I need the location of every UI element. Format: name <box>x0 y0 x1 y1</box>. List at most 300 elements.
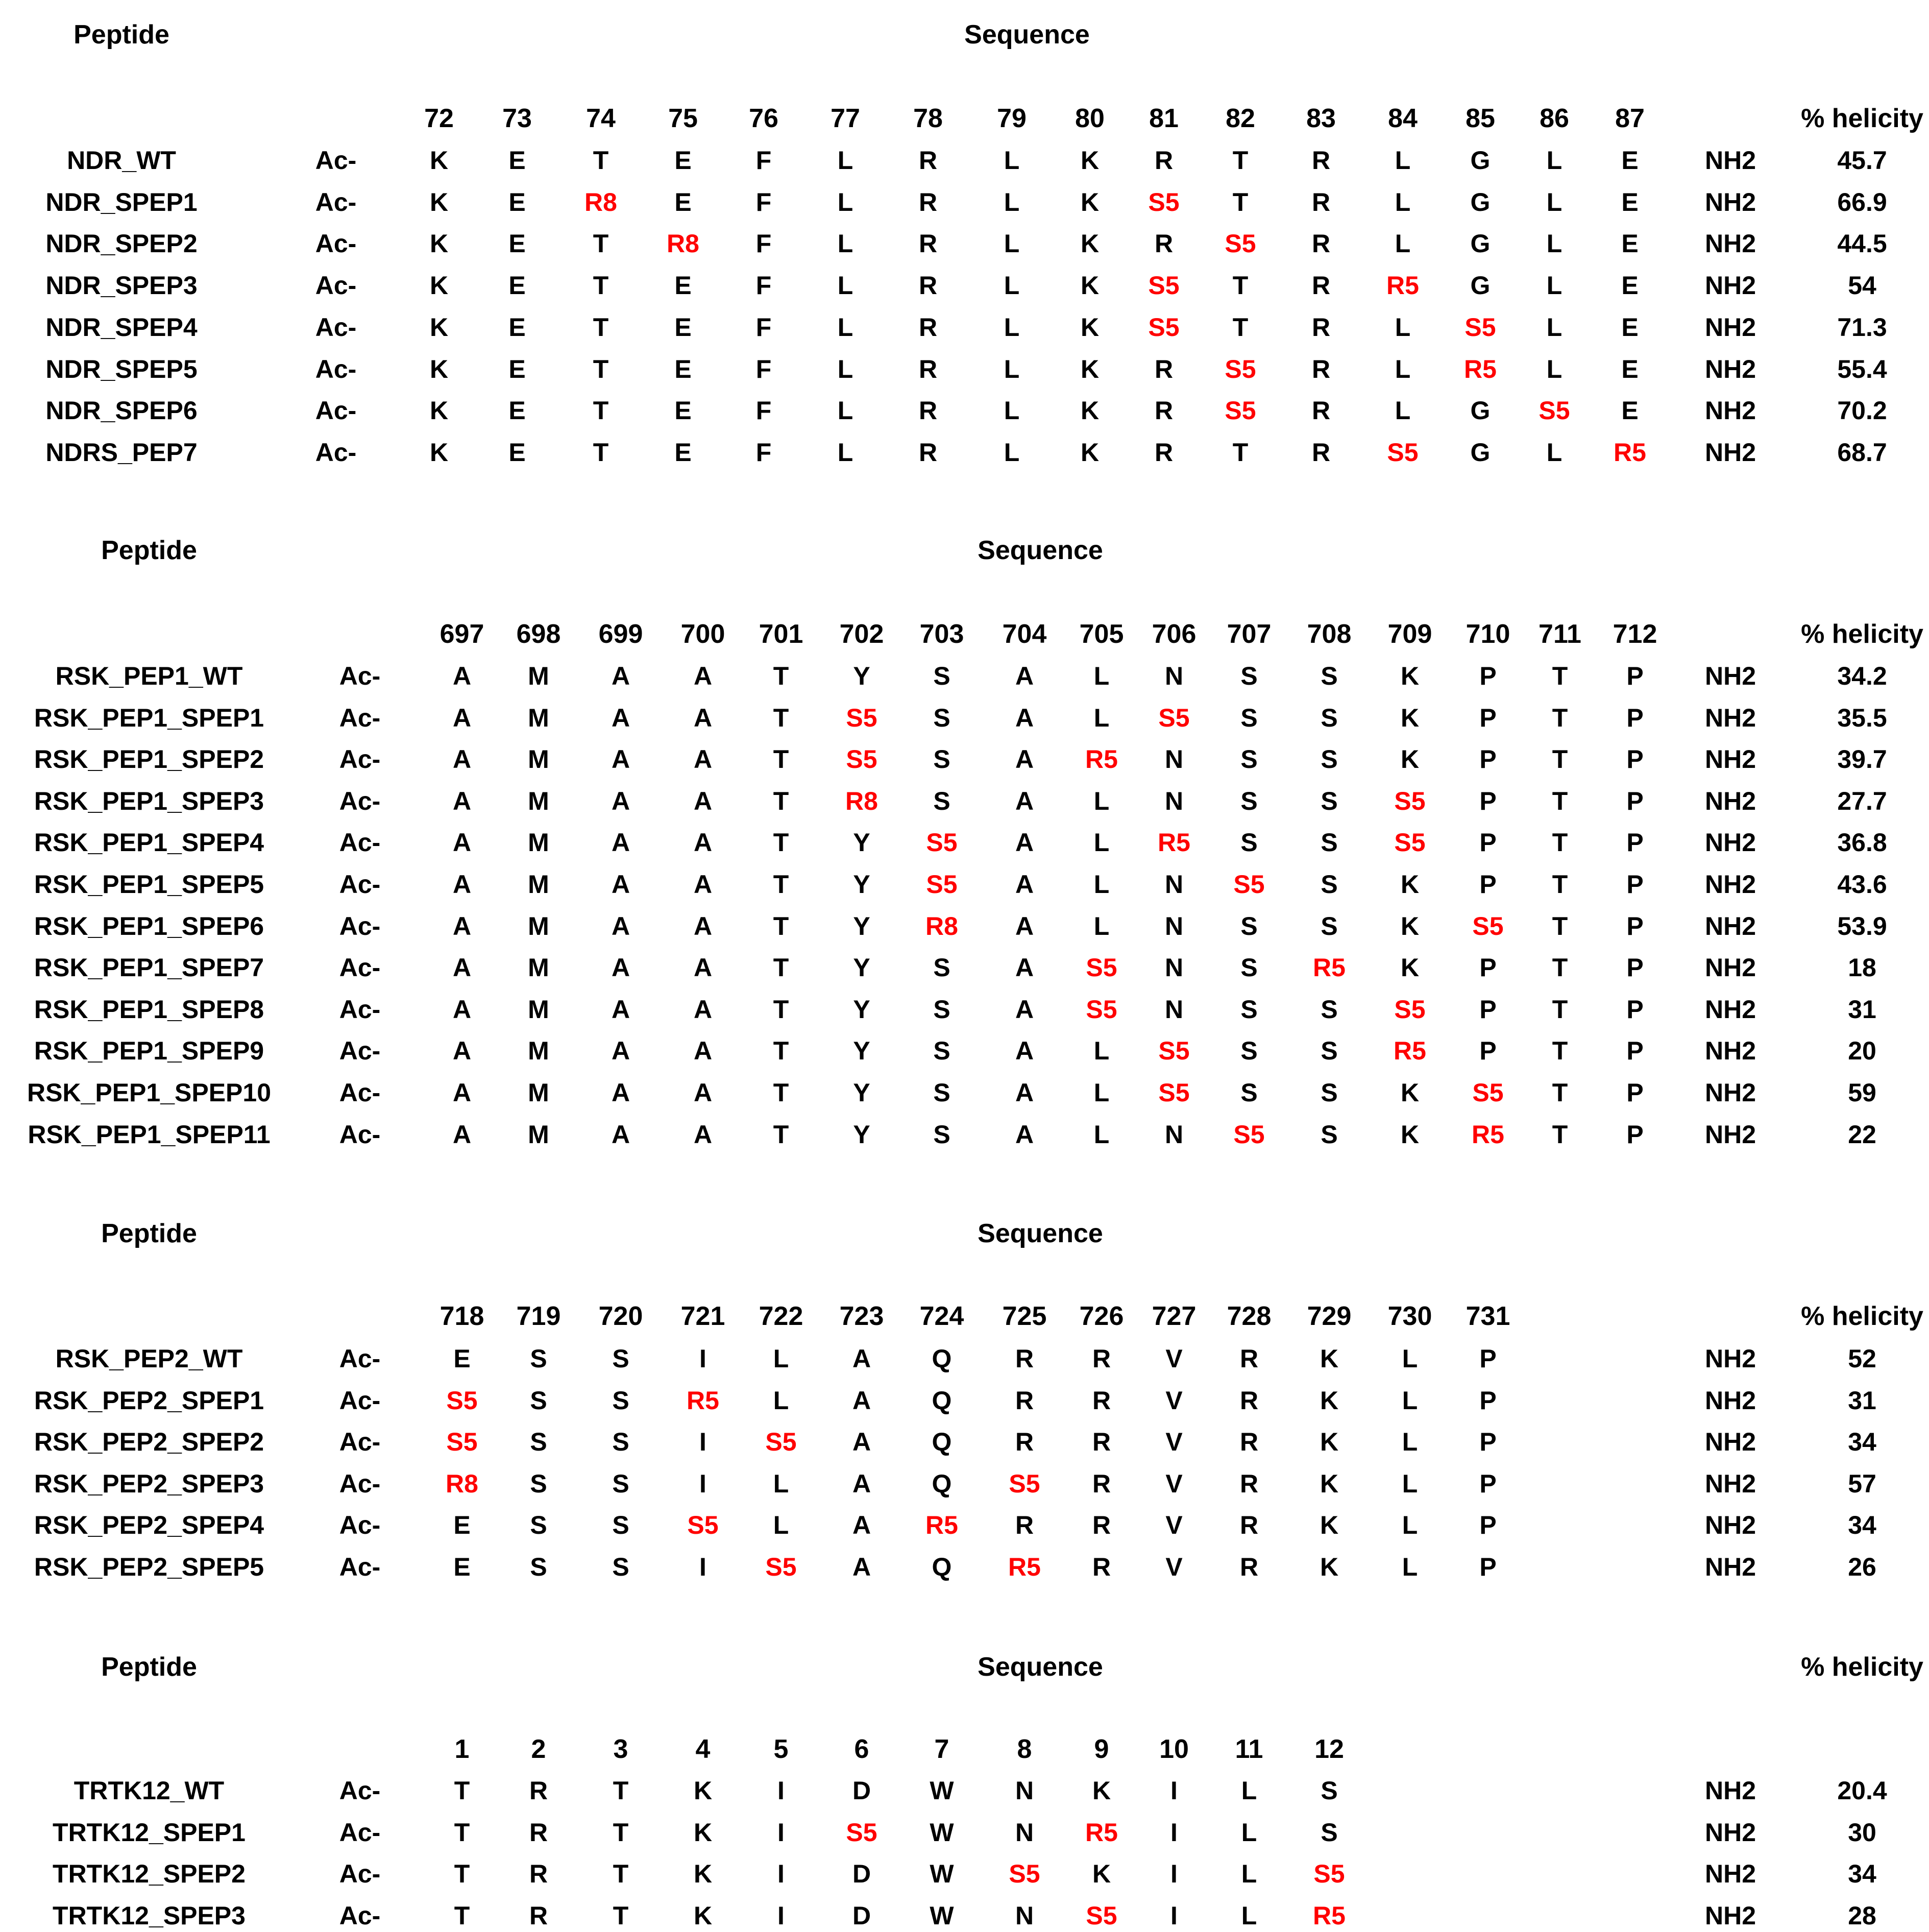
stapled-residue: S5 <box>765 1553 797 1581</box>
residue: N <box>1015 1776 1034 1805</box>
residue: I <box>777 1859 785 1889</box>
stapled-residue: S5 <box>846 1818 877 1847</box>
n-terminal-cap: Ac- <box>315 438 357 467</box>
residue: L <box>1004 229 1020 258</box>
helicity-value: 35.5 <box>1837 703 1887 732</box>
residue: A <box>1015 662 1034 690</box>
residue-position-number: 4 <box>695 1734 711 1764</box>
residue: E <box>674 438 692 467</box>
helicity-value: 18 <box>1848 953 1876 982</box>
residue-position-number: 5 <box>773 1734 789 1764</box>
residue: E <box>1621 187 1639 216</box>
stapled-residue: S5 <box>687 1511 719 1540</box>
n-terminal-cap: Ac- <box>339 1901 381 1930</box>
residue-position-number: 699 <box>598 619 643 649</box>
residue: S <box>933 953 950 982</box>
residue: T <box>773 870 789 899</box>
residue: E <box>508 271 526 300</box>
residue-position-number: 727 <box>1152 1301 1197 1331</box>
residue: T <box>593 312 609 342</box>
residue: A <box>1015 703 1034 732</box>
residue: A <box>611 703 630 732</box>
residue: F <box>755 146 772 175</box>
residue: T <box>1552 1036 1568 1066</box>
residue: A <box>693 911 713 940</box>
residue: E <box>674 271 692 300</box>
residue: K <box>1080 312 1100 342</box>
residue: A <box>1015 1120 1034 1149</box>
residue: K <box>1400 662 1420 690</box>
residue: F <box>755 187 772 216</box>
residue: R <box>1239 1386 1259 1415</box>
residue: R <box>1154 229 1174 258</box>
residue: G <box>1470 146 1491 175</box>
residue: R <box>918 187 938 216</box>
residue: A <box>611 870 630 899</box>
residue: L <box>1402 1469 1418 1498</box>
stapled-residue: S5 <box>1464 312 1496 342</box>
peptide-name: NDR_SPEP2 <box>45 229 198 258</box>
residue: T <box>613 1776 629 1805</box>
residue: T <box>1552 1078 1568 1107</box>
residue: A <box>693 786 713 815</box>
residue: I <box>1170 1859 1178 1889</box>
residue: T <box>1552 662 1568 690</box>
stapled-residue: S5 <box>1086 953 1117 982</box>
residue: V <box>1165 1344 1183 1373</box>
stapled-residue: S5 <box>926 828 958 857</box>
residue: R <box>1015 1344 1034 1373</box>
residue: K <box>1400 745 1420 774</box>
peptide-name: RSK_PEP1_WT <box>55 662 243 690</box>
residue: P <box>1626 995 1644 1024</box>
residue: R <box>1015 1386 1034 1415</box>
residue: K <box>1320 1428 1339 1457</box>
residue: T <box>613 1818 629 1847</box>
peptide-name: RSK_PEP2_SPEP3 <box>34 1469 264 1498</box>
residue: P <box>1626 828 1644 857</box>
residue: P <box>1479 995 1497 1024</box>
peptide-name: RSK_PEP1_SPEP4 <box>34 828 264 857</box>
residue: S <box>530 1511 547 1540</box>
residue: A <box>1015 870 1034 899</box>
n-terminal-cap: Ac- <box>339 995 381 1024</box>
residue: M <box>528 662 549 690</box>
residue: R <box>918 438 938 467</box>
residue-position-number: 83 <box>1306 104 1336 133</box>
residue-position-number: 730 <box>1387 1301 1432 1331</box>
residue: S <box>1321 911 1338 940</box>
residue: P <box>1479 870 1497 899</box>
residue: P <box>1626 1078 1644 1107</box>
residue: I <box>699 1344 706 1373</box>
residue: A <box>452 995 472 1024</box>
c-terminal-cap: NH2 <box>1704 1901 1756 1930</box>
helicity-value: 59 <box>1848 1078 1876 1107</box>
residue: K <box>1080 187 1100 216</box>
residue: K <box>1080 146 1100 175</box>
residue-position-number: 702 <box>839 619 884 649</box>
residue-position-number: 73 <box>502 104 532 133</box>
residue: R <box>529 1859 548 1889</box>
residue: T <box>1232 146 1249 175</box>
residue: S <box>1321 1818 1338 1847</box>
stapled-residue: S5 <box>1148 312 1180 342</box>
residue: S <box>612 1344 629 1373</box>
residue: Q <box>932 1553 952 1581</box>
residue: A <box>611 745 630 774</box>
residue: L <box>1241 1859 1257 1889</box>
stapled-residue: S5 <box>1086 995 1117 1024</box>
peptide-name: TRTK12_SPEP1 <box>53 1818 246 1847</box>
residue: S <box>1321 1078 1338 1107</box>
sequence-column-header: Sequence <box>978 1652 1103 1682</box>
helicity-value: 45.7 <box>1837 146 1887 175</box>
residue: K <box>1092 1776 1111 1805</box>
peptide-name: RSK_PEP1_SPEP1 <box>34 703 264 732</box>
c-terminal-cap: NH2 <box>1704 354 1756 383</box>
residue: S <box>1321 1036 1338 1066</box>
residue: A <box>693 1036 713 1066</box>
helicity-value: 20 <box>1848 1036 1876 1066</box>
residue: L <box>1546 354 1562 383</box>
c-terminal-cap: NH2 <box>1704 662 1756 690</box>
residue: Q <box>932 1386 952 1415</box>
residue: A <box>693 662 713 690</box>
peptide-name: RSK_PEP1_SPEP9 <box>34 1036 264 1066</box>
residue: T <box>773 1036 789 1066</box>
residue: M <box>528 703 549 732</box>
helicity-value: 66.9 <box>1837 187 1887 216</box>
residue: K <box>1320 1386 1339 1415</box>
residue: G <box>1470 271 1491 300</box>
residue: A <box>852 1553 871 1581</box>
residue: A <box>693 703 713 732</box>
residue: P <box>1626 745 1644 774</box>
c-terminal-cap: NH2 <box>1704 1344 1756 1373</box>
residue: L <box>1093 786 1110 815</box>
residue: A <box>1015 995 1034 1024</box>
residue: T <box>1552 745 1568 774</box>
residue: A <box>852 1386 871 1415</box>
residue: A <box>452 870 472 899</box>
residue: Q <box>932 1428 952 1457</box>
residue: A <box>452 745 472 774</box>
helicity-value: 27.7 <box>1837 786 1887 815</box>
n-terminal-cap: Ac- <box>339 870 381 899</box>
residue-position-number: 700 <box>680 619 725 649</box>
residue: T <box>1552 953 1568 982</box>
residue: R <box>918 146 938 175</box>
residue: A <box>611 1120 630 1149</box>
c-terminal-cap: NH2 <box>1704 1776 1756 1805</box>
helicity-value: 20.4 <box>1837 1776 1887 1805</box>
residue: R <box>1311 438 1331 467</box>
residue: L <box>1546 146 1562 175</box>
n-terminal-cap: Ac- <box>315 312 357 342</box>
c-terminal-cap: NH2 <box>1704 1120 1756 1149</box>
residue-position-number: 8 <box>1017 1734 1032 1764</box>
residue: I <box>1170 1776 1178 1805</box>
residue: E <box>1621 229 1639 258</box>
c-terminal-cap: NH2 <box>1704 1553 1756 1581</box>
residue-position-number: 705 <box>1079 619 1124 649</box>
residue: F <box>755 312 772 342</box>
residue: T <box>773 745 789 774</box>
residue: Y <box>853 1036 870 1066</box>
residue-position-number: 11 <box>1235 1734 1263 1764</box>
residue-position-number: 9 <box>1094 1734 1109 1764</box>
residue: N <box>1164 911 1184 940</box>
residue: A <box>452 953 472 982</box>
stapled-residue: S5 <box>1394 828 1426 857</box>
residue: E <box>1621 396 1639 425</box>
residue: L <box>837 396 853 425</box>
residue: R <box>1239 1469 1259 1498</box>
residue: E <box>674 396 692 425</box>
residue: K <box>429 354 449 383</box>
residue: L <box>1395 146 1411 175</box>
residue: A <box>611 911 630 940</box>
residue-position-number: 719 <box>516 1301 561 1331</box>
residue: L <box>1546 187 1562 216</box>
peptide-name: RSK_PEP1_SPEP2 <box>34 745 264 774</box>
residue: S <box>1240 1036 1258 1066</box>
residue: S <box>933 662 950 690</box>
residue: I <box>699 1428 706 1457</box>
residue: P <box>1479 1553 1497 1581</box>
residue: A <box>693 1078 713 1107</box>
residue: T <box>613 1859 629 1889</box>
residue: S <box>1240 828 1258 857</box>
residue: M <box>528 953 549 982</box>
stapled-residue: R5 <box>1008 1553 1041 1581</box>
stapled-residue: S5 <box>446 1386 478 1415</box>
residue: L <box>1004 312 1020 342</box>
helicity-value: 54 <box>1848 271 1876 300</box>
peptide-name: RSK_PEP1_SPEP11 <box>28 1120 271 1149</box>
c-terminal-cap: NH2 <box>1704 745 1756 774</box>
helicity-value: 44.5 <box>1837 229 1887 258</box>
residue: F <box>755 271 772 300</box>
residue: E <box>1621 312 1639 342</box>
residue: P <box>1626 1036 1644 1066</box>
residue: T <box>1552 786 1568 815</box>
peptide-column-header: Peptide <box>101 1652 197 1682</box>
helicity-value: 39.7 <box>1837 745 1887 774</box>
residue: R <box>1311 146 1331 175</box>
peptide-name: NDR_SPEP4 <box>45 312 198 342</box>
residue: T <box>1232 438 1249 467</box>
helicity-value: 26 <box>1848 1553 1876 1581</box>
residue-position-number: 703 <box>919 619 964 649</box>
residue: A <box>693 995 713 1024</box>
residue: M <box>528 828 549 857</box>
n-terminal-cap: Ac- <box>315 354 357 383</box>
stapled-residue: S5 <box>1225 229 1256 258</box>
residue: S <box>1240 995 1258 1024</box>
stapled-residue: S5 <box>1394 995 1426 1024</box>
residue: S <box>612 1386 629 1415</box>
residue: K <box>429 396 449 425</box>
residue: L <box>1004 146 1020 175</box>
c-terminal-cap: NH2 <box>1704 1078 1756 1107</box>
residue: L <box>1402 1553 1418 1581</box>
n-terminal-cap: Ac- <box>339 1859 381 1889</box>
residue: S <box>1321 703 1338 732</box>
n-terminal-cap: Ac- <box>339 1776 381 1805</box>
residue: A <box>452 1078 472 1107</box>
residue: L <box>1093 1078 1110 1107</box>
residue: E <box>508 229 526 258</box>
residue: R <box>1311 271 1331 300</box>
residue: A <box>452 828 472 857</box>
residue: P <box>1479 1469 1497 1498</box>
sequence-column-header: Sequence <box>964 20 1090 50</box>
n-terminal-cap: Ac- <box>315 146 357 175</box>
n-terminal-cap: Ac- <box>315 396 357 425</box>
residue: P <box>1479 1428 1497 1457</box>
n-terminal-cap: Ac- <box>339 1553 381 1581</box>
residue: L <box>1395 312 1411 342</box>
n-terminal-cap: Ac- <box>339 1386 381 1415</box>
residue: T <box>1552 828 1568 857</box>
c-terminal-cap: NH2 <box>1704 828 1756 857</box>
residue: K <box>429 146 449 175</box>
residue: W <box>930 1859 954 1889</box>
residue: I <box>777 1901 785 1930</box>
residue: S <box>612 1469 629 1498</box>
residue: S <box>933 995 950 1024</box>
residue: E <box>453 1344 471 1373</box>
residue: E <box>508 146 526 175</box>
stapled-residue: R5 <box>1394 1036 1426 1066</box>
residue: L <box>773 1469 789 1498</box>
residue-position-number: 704 <box>1002 619 1047 649</box>
residue: D <box>852 1859 871 1889</box>
helicity-value: 30 <box>1848 1818 1876 1847</box>
stapled-residue: R8 <box>667 229 699 258</box>
n-terminal-cap: Ac- <box>315 271 357 300</box>
residue: A <box>611 1078 630 1107</box>
residue: R <box>529 1776 548 1805</box>
residue: Y <box>853 995 870 1024</box>
n-terminal-cap: Ac- <box>315 187 357 216</box>
residue: R <box>918 396 938 425</box>
residue-position-number: 82 <box>1226 104 1255 133</box>
stapled-residue: S5 <box>1148 271 1180 300</box>
residue: N <box>1164 995 1184 1024</box>
residue: L <box>1402 1344 1418 1373</box>
residue: L <box>1395 396 1411 425</box>
n-terminal-cap: Ac- <box>339 1511 381 1540</box>
residue: L <box>1402 1511 1418 1540</box>
residue: P <box>1479 1511 1497 1540</box>
residue: A <box>452 1036 472 1066</box>
residue: T <box>1552 870 1568 899</box>
n-terminal-cap: Ac- <box>315 229 357 258</box>
residue: A <box>693 953 713 982</box>
peptide-name: RSK_PEP2_SPEP2 <box>34 1428 264 1457</box>
residue: K <box>693 1859 713 1889</box>
stapled-residue: S5 <box>1148 187 1180 216</box>
residue: S <box>933 1120 950 1149</box>
residue: T <box>593 396 609 425</box>
residue: P <box>1626 786 1644 815</box>
residue: V <box>1165 1428 1183 1457</box>
residue: V <box>1165 1553 1183 1581</box>
residue: K <box>1080 271 1100 300</box>
c-terminal-cap: NH2 <box>1704 995 1756 1024</box>
stapled-residue: S5 <box>446 1428 478 1457</box>
stapled-residue: S5 <box>1387 438 1419 467</box>
residue: M <box>528 1036 549 1066</box>
residue: N <box>1164 662 1184 690</box>
residue: S <box>1321 1776 1338 1805</box>
stapled-residue: S5 <box>1158 703 1190 732</box>
residue-position-number: 76 <box>749 104 778 133</box>
residue: R <box>1311 354 1331 383</box>
helicity-value: 34 <box>1848 1428 1876 1457</box>
peptide-name: NDR_SPEP5 <box>45 354 198 383</box>
residue: E <box>674 146 692 175</box>
residue: K <box>429 271 449 300</box>
residue: L <box>837 146 853 175</box>
residue: E <box>674 354 692 383</box>
residue: S <box>530 1344 547 1373</box>
residue: A <box>1015 1036 1034 1066</box>
c-terminal-cap: NH2 <box>1704 312 1756 342</box>
residue: T <box>454 1901 470 1930</box>
residue: R <box>1239 1553 1259 1581</box>
residue: L <box>1093 911 1110 940</box>
residue: Q <box>932 1344 952 1373</box>
residue-position-number: 729 <box>1307 1301 1352 1331</box>
stapled-residue: S5 <box>765 1428 797 1457</box>
residue: K <box>1080 438 1100 467</box>
c-terminal-cap: NH2 <box>1704 1036 1756 1066</box>
peptide-name: NDRS_PEP7 <box>45 438 198 467</box>
residue: P <box>1479 703 1497 732</box>
helicity-column-header: % helicity <box>1801 104 1923 133</box>
n-terminal-cap: Ac- <box>339 953 381 982</box>
residue: L <box>773 1511 789 1540</box>
residue: R <box>529 1818 548 1847</box>
residue: N <box>1164 786 1184 815</box>
residue: M <box>528 911 549 940</box>
residue: F <box>755 396 772 425</box>
helicity-value: 68.7 <box>1837 438 1887 467</box>
residue: L <box>1004 271 1020 300</box>
residue: L <box>1004 438 1020 467</box>
peptide-name: TRTK12_SPEP2 <box>53 1859 246 1889</box>
residue: L <box>1395 229 1411 258</box>
residue: S <box>1240 745 1258 774</box>
residue: A <box>611 1036 630 1066</box>
residue: K <box>1320 1469 1339 1498</box>
n-terminal-cap: Ac- <box>339 1078 381 1107</box>
residue: R <box>1092 1428 1111 1457</box>
residue: L <box>1395 187 1411 216</box>
residue-position-number: 12 <box>1314 1734 1344 1764</box>
stapled-residue: R5 <box>687 1386 719 1415</box>
c-terminal-cap: NH2 <box>1704 786 1756 815</box>
residue-position-number: 701 <box>759 619 803 649</box>
residue: R <box>1092 1344 1111 1373</box>
residue-position-number: 75 <box>668 104 698 133</box>
residue: A <box>1015 786 1034 815</box>
c-terminal-cap: NH2 <box>1704 1511 1756 1540</box>
